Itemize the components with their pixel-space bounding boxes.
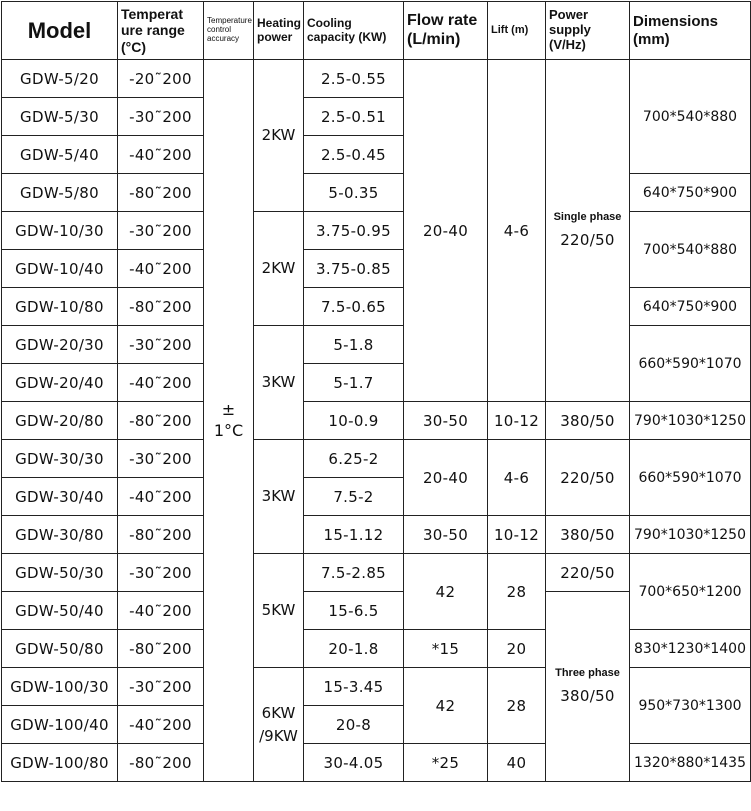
- power-supply-cell: 380/50: [546, 516, 630, 554]
- power-supply-cell: 220/50: [546, 440, 630, 516]
- flow-rate-cell: 42: [404, 668, 488, 744]
- model-cell: GDW-100/80: [2, 744, 118, 782]
- temp-range-cell: -80˜200: [118, 288, 204, 326]
- header-model: Model: [2, 2, 118, 60]
- lift-cell: 40: [488, 744, 546, 782]
- three-phase-label: Three phase: [555, 667, 620, 679]
- cooling-cell: 3.75-0.85: [304, 250, 404, 288]
- heating-power-cell: 5KW: [254, 554, 304, 668]
- cooling-cell: 5-1.7: [304, 364, 404, 402]
- header-dimensions: Dimensions (mm): [630, 2, 751, 60]
- dimensions-cell: 660*590*1070: [630, 440, 751, 516]
- lift-cell: 4-6: [488, 440, 546, 516]
- flow-rate-cell: 30-50: [404, 402, 488, 440]
- dimensions-cell: 700*540*880: [630, 60, 751, 174]
- dimensions-cell: 790*1030*1250: [630, 516, 751, 554]
- table-row: [2, 516, 751, 554]
- lift-cell: 4-6: [488, 60, 546, 402]
- header-flow-rate: Flow rate (L/min): [404, 2, 488, 60]
- temp-range-cell: -80˜200: [118, 516, 204, 554]
- cooling-cell: 5-0.35: [304, 174, 404, 212]
- temp-range-cell: -40˜200: [118, 136, 204, 174]
- cooling-cell: 15-3.45: [304, 668, 404, 706]
- heating-power-cell: 3KW: [254, 440, 304, 554]
- cooling-cell: 2.5-0.55: [304, 60, 404, 98]
- temp-range-cell: -40˜200: [118, 478, 204, 516]
- power-supply-cell: Single phase 220/50: [546, 60, 630, 402]
- model-cell: GDW-10/40: [2, 250, 118, 288]
- model-cell: GDW-10/80: [2, 288, 118, 326]
- temp-range-cell: -40˜200: [118, 364, 204, 402]
- table-row: [2, 630, 751, 668]
- lift-cell: 28: [488, 668, 546, 744]
- model-cell: GDW-5/80: [2, 174, 118, 212]
- single-phase-label: Single phase: [553, 211, 622, 223]
- temp-range-cell: -80˜200: [118, 744, 204, 782]
- header-power-supply: Power supply (V/Hz): [546, 2, 630, 60]
- model-cell: GDW-30/30: [2, 440, 118, 478]
- flow-rate-cell: 30-50: [404, 516, 488, 554]
- flow-rate-cell: *25: [404, 744, 488, 782]
- temp-range-cell: -30˜200: [118, 98, 204, 136]
- header-lift: Lift (m): [488, 2, 546, 60]
- flow-rate-cell: *15: [404, 630, 488, 668]
- model-cell: GDW-20/80: [2, 402, 118, 440]
- model-cell: GDW-20/40: [2, 364, 118, 402]
- model-cell: GDW-50/40: [2, 592, 118, 630]
- model-cell: GDW-5/30: [2, 98, 118, 136]
- dimensions-cell: 1320*880*1435: [630, 744, 751, 782]
- table-row: [2, 212, 751, 250]
- temp-range-cell: -30˜200: [118, 212, 204, 250]
- header-cooling-capacity: Cooling capacity (KW): [304, 2, 404, 60]
- cooling-cell: 3.75-0.95: [304, 212, 404, 250]
- temp-range-cell: -80˜200: [118, 402, 204, 440]
- model-cell: GDW-100/40: [2, 706, 118, 744]
- power-supply-cell: Three phase 380/50: [546, 592, 630, 782]
- table-row: [2, 288, 751, 326]
- cooling-cell: 30-4.05: [304, 744, 404, 782]
- temp-range-cell: -40˜200: [118, 250, 204, 288]
- model-cell: GDW-20/30: [2, 326, 118, 364]
- model-cell: GDW-30/40: [2, 478, 118, 516]
- table-row: [2, 440, 751, 478]
- cooling-cell: 6.25-2: [304, 440, 404, 478]
- table-row: [2, 60, 751, 98]
- heating-power-cell: 3KW: [254, 326, 304, 440]
- cooling-cell: 15-6.5: [304, 592, 404, 630]
- dimensions-cell: 950*730*1300: [630, 668, 751, 744]
- model-cell: GDW-100/30: [2, 668, 118, 706]
- temp-range-cell: -20˜200: [118, 60, 204, 98]
- header-temperature-control-accuracy: Temperature control accuracy: [204, 2, 254, 60]
- dimensions-cell: 660*590*1070: [630, 326, 751, 402]
- lift-cell: 28: [488, 554, 546, 630]
- dimensions-cell: 700*540*880: [630, 212, 751, 288]
- heating-power-cell: 2KW: [254, 60, 304, 212]
- power-supply-cell: 220/50: [546, 554, 630, 592]
- temp-range-cell: -30˜200: [118, 326, 204, 364]
- table-row: [2, 744, 751, 782]
- header-heating-power: Heating power: [254, 2, 304, 60]
- model-cell: GDW-50/80: [2, 630, 118, 668]
- model-cell: GDW-10/30: [2, 212, 118, 250]
- temp-range-cell: -80˜200: [118, 174, 204, 212]
- dimensions-cell: 830*1230*1400: [630, 630, 751, 668]
- cooling-cell: 20-8: [304, 706, 404, 744]
- table-row: [2, 174, 751, 212]
- cooling-cell: 7.5-2.85: [304, 554, 404, 592]
- cooling-cell: 7.5-2: [304, 478, 404, 516]
- temp-range-cell: -30˜200: [118, 554, 204, 592]
- heating-power-cell: 2KW: [254, 212, 304, 326]
- dimensions-cell: 640*750*900: [630, 174, 751, 212]
- table-row: [2, 554, 751, 592]
- temp-range-cell: -40˜200: [118, 706, 204, 744]
- header-row: [2, 2, 751, 60]
- model-cell: GDW-30/80: [2, 516, 118, 554]
- table-row: [2, 402, 751, 440]
- header-temperature-range: Temperat ure range (°C): [118, 2, 204, 60]
- power-supply-cell: 380/50: [546, 402, 630, 440]
- cooling-cell: 15-1.12: [304, 516, 404, 554]
- cooling-cell: 10-0.9: [304, 402, 404, 440]
- cooling-cell: 20-1.8: [304, 630, 404, 668]
- spec-table: [1, 1, 751, 782]
- lift-cell: 10-12: [488, 402, 546, 440]
- model-cell: GDW-50/30: [2, 554, 118, 592]
- model-cell: GDW-5/40: [2, 136, 118, 174]
- flow-rate-cell: 20-40: [404, 60, 488, 402]
- cooling-cell: 5-1.8: [304, 326, 404, 364]
- cooling-cell: 2.5-0.45: [304, 136, 404, 174]
- heating-power-cell: 6KW /9KW: [254, 668, 304, 782]
- cooling-cell: 7.5-0.65: [304, 288, 404, 326]
- table-row: [2, 668, 751, 706]
- model-cell: GDW-5/20: [2, 60, 118, 98]
- dimensions-cell: 700*650*1200: [630, 554, 751, 630]
- dimensions-cell: 790*1030*1250: [630, 402, 751, 440]
- temp-range-cell: -40˜200: [118, 592, 204, 630]
- lift-cell: 10-12: [488, 516, 546, 554]
- temp-range-cell: -80˜200: [118, 630, 204, 668]
- flow-rate-cell: 20-40: [404, 440, 488, 516]
- flow-rate-cell: 42: [404, 554, 488, 630]
- dimensions-cell: 640*750*900: [630, 288, 751, 326]
- cooling-cell: 2.5-0.51: [304, 98, 404, 136]
- accuracy-cell: ± 1°C: [204, 60, 254, 782]
- lift-cell: 20: [488, 630, 546, 668]
- temp-range-cell: -30˜200: [118, 440, 204, 478]
- temp-range-cell: -30˜200: [118, 668, 204, 706]
- table-row: [2, 326, 751, 364]
